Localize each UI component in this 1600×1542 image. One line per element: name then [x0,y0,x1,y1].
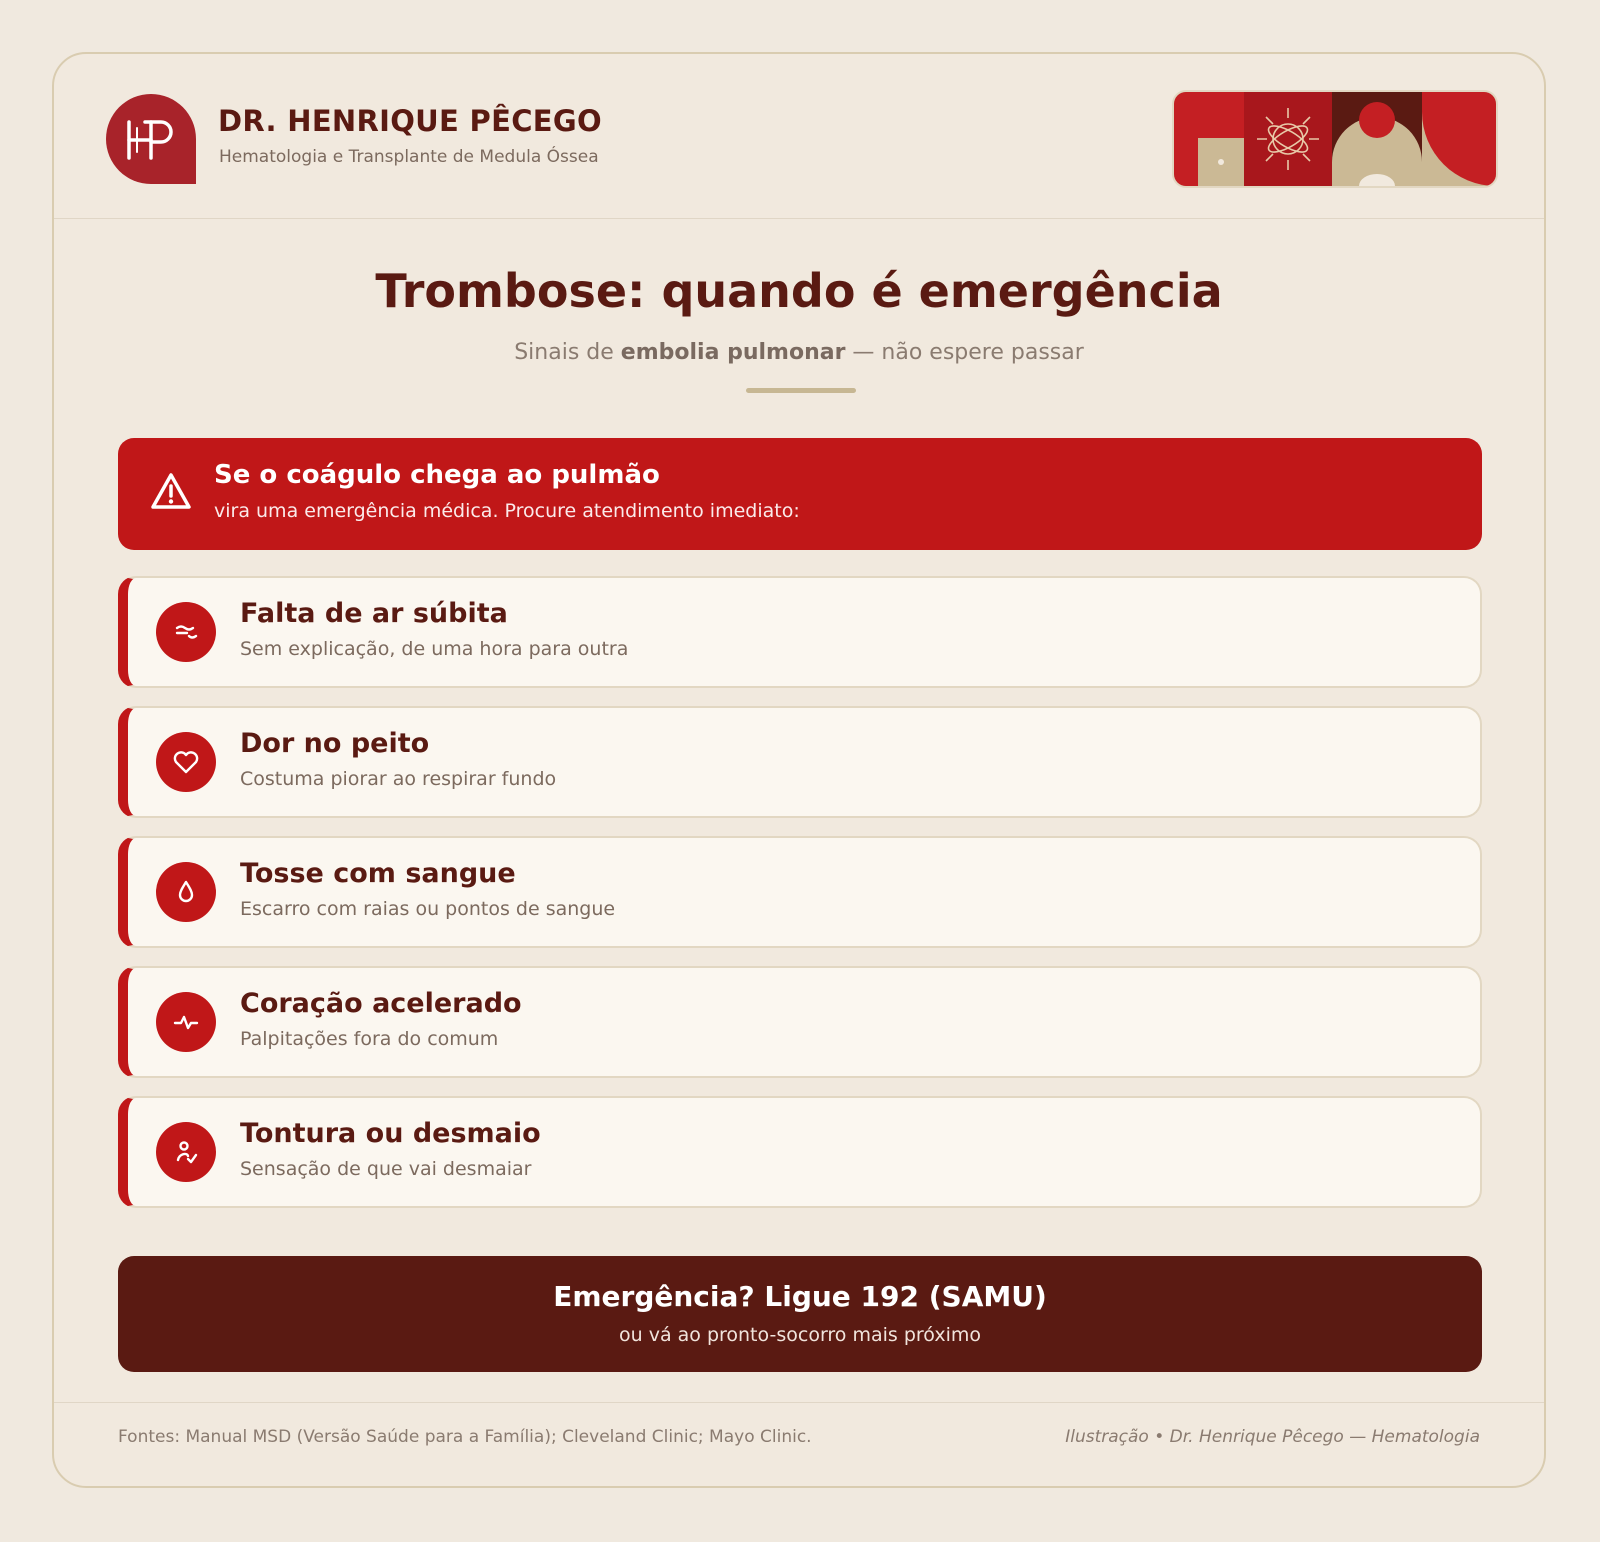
brand-logo [106,94,196,184]
page-subtitle [54,340,1544,365]
blood-drop-icon [156,862,216,922]
alert-banner [118,438,1482,550]
breath-icon [156,602,216,662]
symptom-title: Dor no peito [240,728,430,759]
symptom-card-dor-no-peito [118,706,1482,818]
symptom-card-falta-de-ar [118,576,1482,688]
header [54,54,1544,219]
symptom-title: Tontura ou desmaio [240,1118,541,1149]
footer-credit: Ilustração • Dr. Henrique Pêcego — Hematologia [1065,1427,1480,1447]
symptom-description: Sensação de que vai desmaiar [240,1158,532,1180]
infographic-card [52,52,1546,1488]
heartbeat-icon [156,992,216,1052]
symptom-card-tosse-com-sangue [118,836,1482,948]
dizzy-person-icon [156,1122,216,1182]
symptom-title: Falta de ar súbita [240,598,508,629]
emergency-callout [118,1256,1482,1372]
brand-subtitle: Hematologia e Transplante de Medula Óssea [219,147,599,167]
footer [54,1402,1544,1488]
emergency-title: Emergência? Ligue 192 (SAMU) [553,1280,1047,1313]
brand-name: DR. HENRIQUE PÊCEGO [218,104,602,138]
emergency-text: ou vá ao pronto-socorro mais próximo [619,1324,981,1346]
hp-monogram-icon [121,114,181,164]
symptom-title: Coração acelerado [240,988,522,1019]
page-title: Trombose: quando é emergência [375,264,1223,318]
symptom-card-tontura [118,1096,1482,1208]
symptom-description: Sem explicação, de uma hora para outra [240,638,629,660]
subtitle-highlight: embolia pulmonar [620,340,846,365]
subtitle-prefix: Sinais de [514,340,621,365]
decorative-banner [1172,90,1498,188]
symptom-description: Escarro com raias ou pontos de sangue [240,898,616,920]
symptom-title: Tosse com sangue [240,858,516,889]
geometric-pattern-icon [1174,92,1496,186]
subtitle-suffix: — não espere passar [845,340,1084,365]
heart-icon [156,732,216,792]
footer-sources: Fontes: Manual MSD (Versão Saúde para a Família); Cleveland Clinic; Mayo Clinic. [118,1427,812,1447]
symptom-description: Palpitações fora do comum [240,1028,499,1050]
alert-text: vira uma emergência médica. Procure atendimento imediato: [214,500,800,522]
title-divider [746,388,856,393]
symptom-card-coracao-acelerado [118,966,1482,1078]
symptom-description: Costuma piorar ao respirar fundo [240,768,557,790]
warning-triangle-icon [150,472,192,514]
alert-title: Se o coágulo chega ao pulmão [214,460,660,490]
